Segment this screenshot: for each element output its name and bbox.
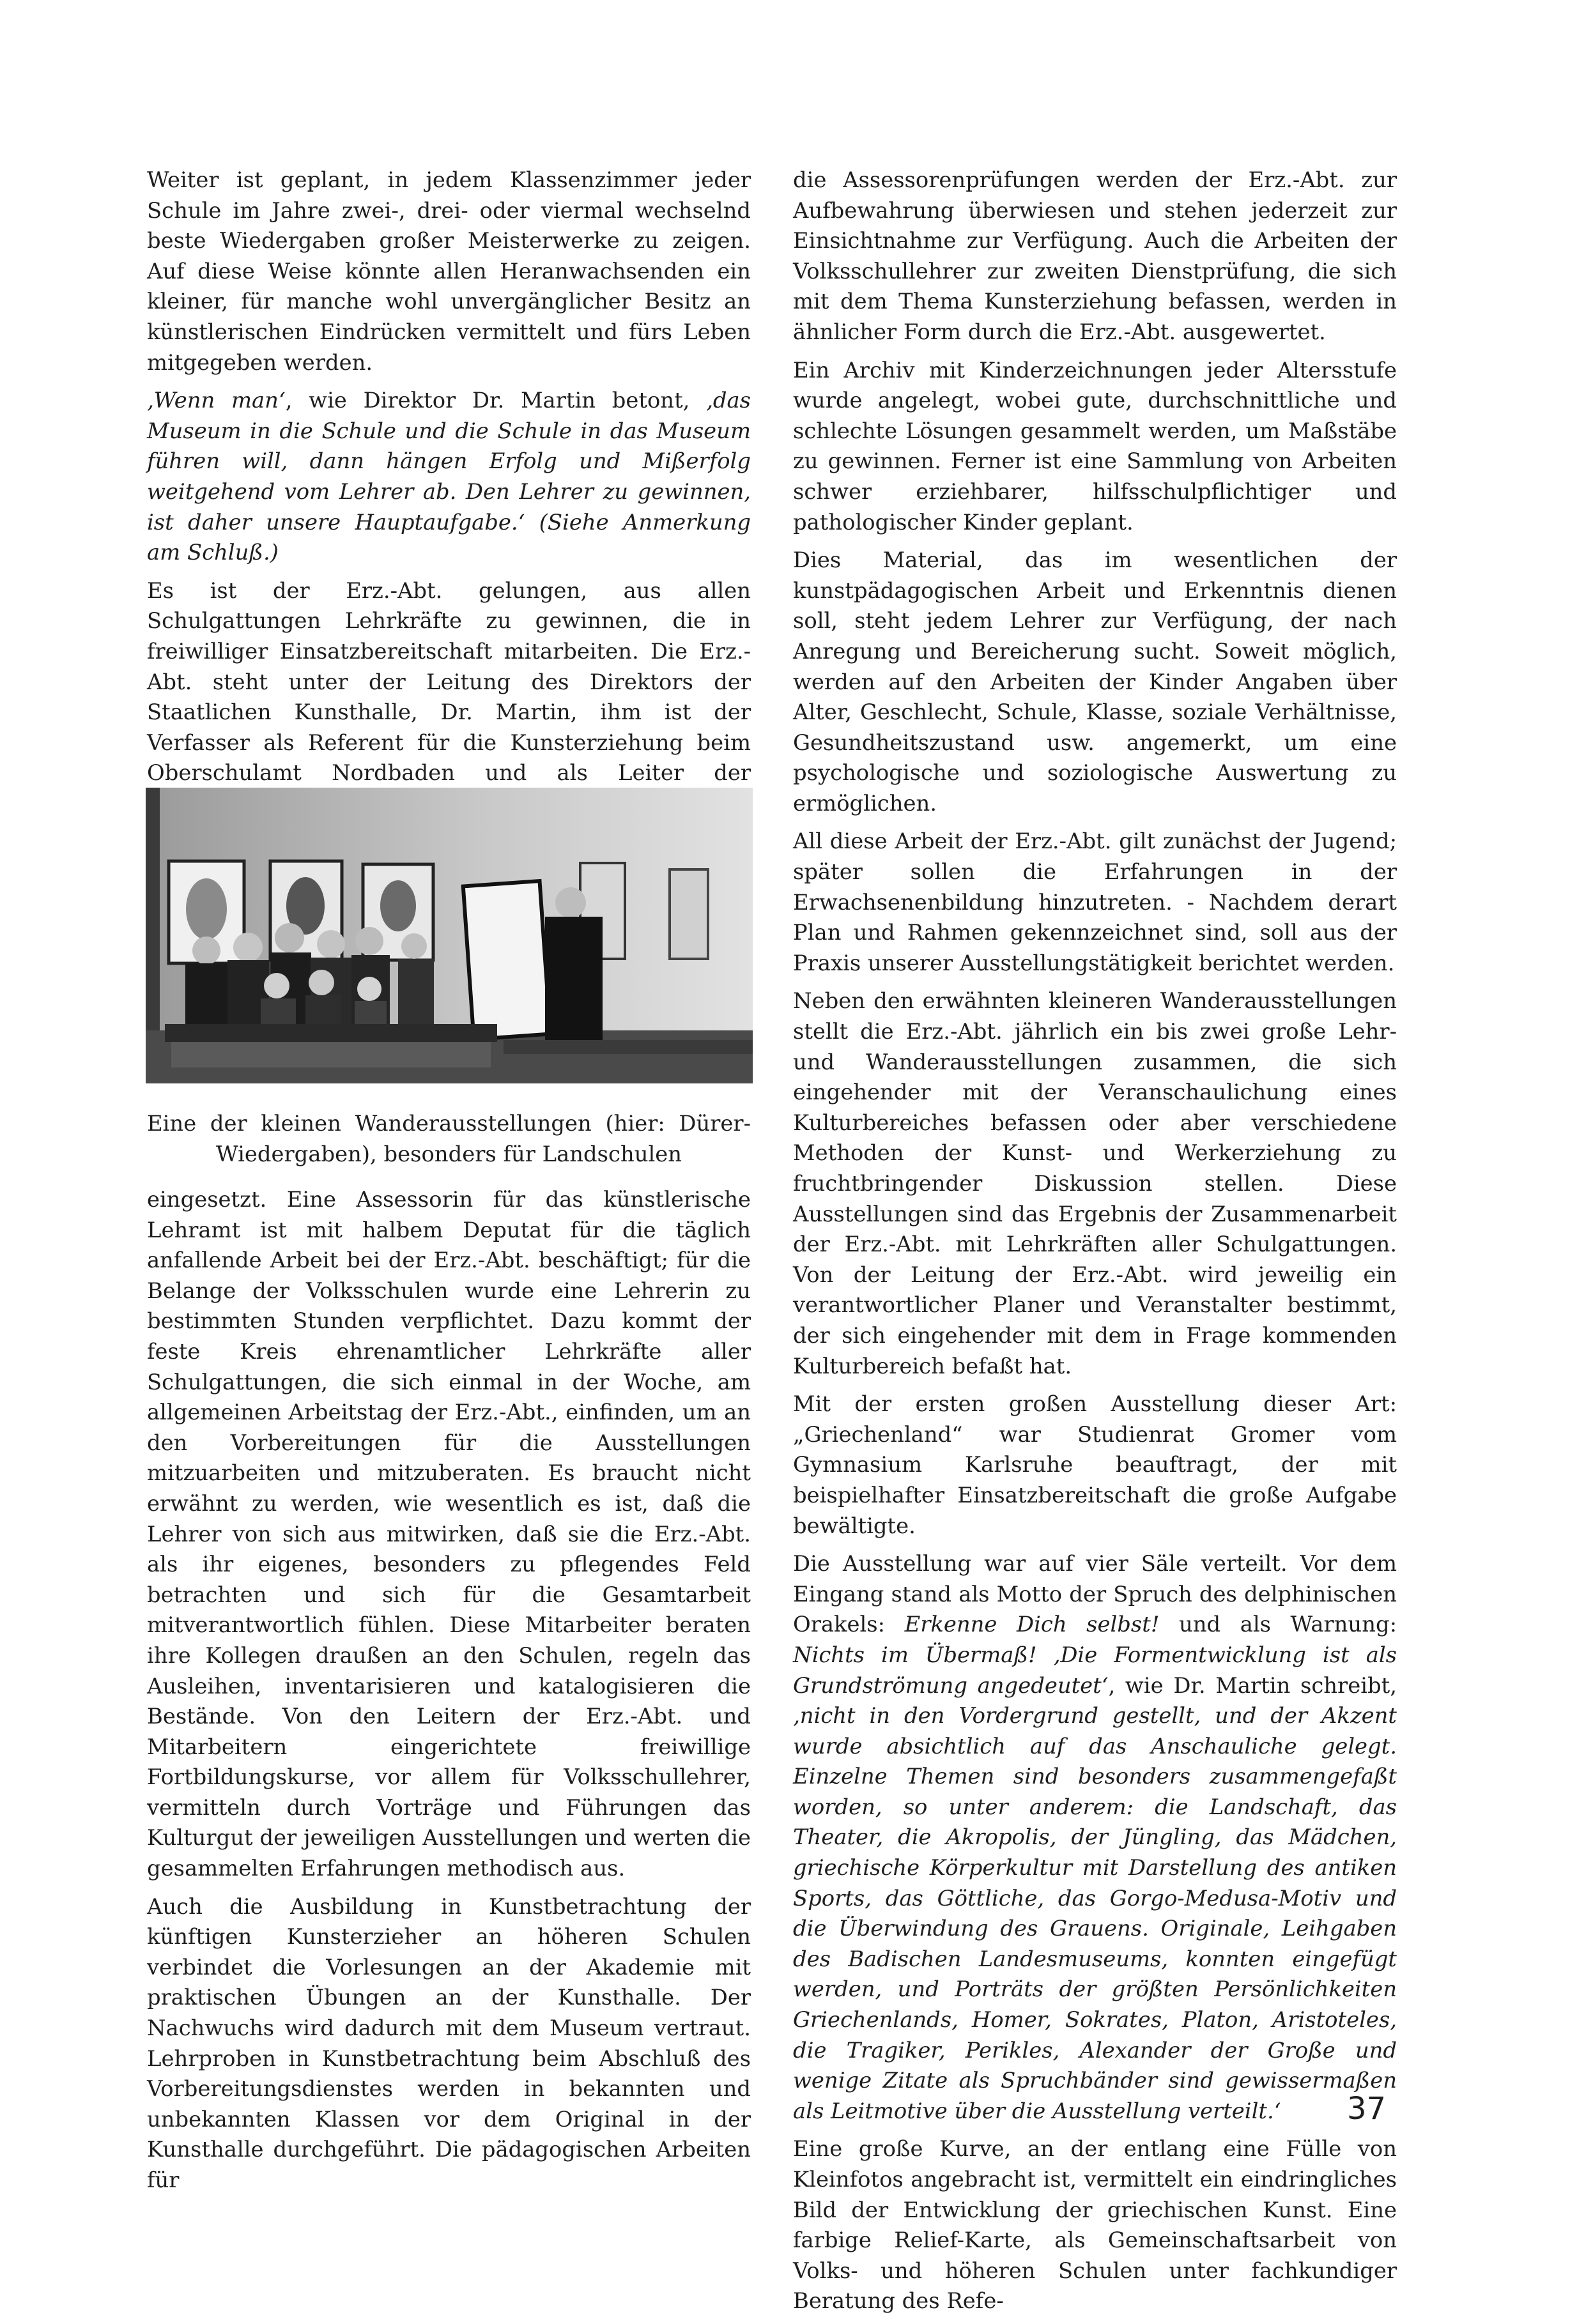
paragraph-material: Dies Material, das im wesentlichen der kunstpädagogischen Arbeit und Erkenntnis dienen soll, steht jedem Lehrer zur Verfügung, der nach Anregung und Bereicherung sucht. Soweit möglich, werden auf den Arbeiten der Kinder Angaben über Alter, Geschlecht, Schule, Klasse, soziale Verhältnisse, Gesundheitszustand usw. angemerkt, um eine psychologische und soziologische Auswertung zu ermöglichen. <box>793 547 1397 816</box>
paragraph-erz-abt: Es ist der Erz.-Abt. gelungen, aus allen Schulgattungen Lehrkräfte zu gewinnen, die in freiwilliger Einsatzbereitschaft mitarbeiten. Die Erz.-Abt. steht unter der Leitung des Direktors der Staatlichen Kunsthalle, Dr. Martin, ihm ist der Verfasser als Referent für die Kunsterziehung beim Oberschulamt Nordbaden und als Leiter der <box>147 577 751 786</box>
paragraph-griechenland: Mit der ersten großen Ausstellung dieser Art: „Griechenland“ war Studienrat Gromer vom Gymnasium Karlsruhe beauftragt, der mit beispielhafter Einsatzbereitschaft die große Aufgabe bewältigte. <box>793 1391 1397 1538</box>
inline-text: Die Ausstellung war auf vier Säle verteilt. Vor dem Eingang stand als Motto der Spruch des delphinischen Orakels: <box>793 1551 1397 1637</box>
caption-line-2: Wiedergaben), besonders für Landschulen <box>215 1141 682 1166</box>
paragraph-wanderausstellungen: Neben den erwähnten kleineren Wanderausstellungen stellt die Erz.-Abt. jährlich ein bis zwei große Lehr- und Wanderausstellungen zusammen, die sich eingehender mit der Veranschaulichung eines Kulturbereiches befassen oder aber verschiedene Methoden der Kunst- und Werkerziehung zu fruchtbringender Diskussion stellen. Diese Ausstellungen sind das Ergebnis der Zusammenarbeit der Erz.-Abt. mit Lehrkräften aller Schulgattungen. Von der Leitung der Erz.-Abt. wird jeweilig ein verantwortlicher Planer und Veranstalter bestimmt, der sich eingehender mit dem in Frage kommenden Kulturbereich befaßt hat. <box>793 988 1397 1379</box>
left-column-bottom <box>147 1184 751 2203</box>
inline-text: , wie Direktor Dr. Martin betont, <box>285 388 707 413</box>
paragraph-assessorin: eingesetzt. Eine Assessorin für das künstlerische Lehramt ist mit halbem Deputat für die täglich anfallende Arbeit bei der Erz.-Abt. beschäftigt; für die Belange der Volksschulen wurde eine Lehrerin zu bestimmten Stunden verpflichtet. Dazu kommt der feste Kreis ehrenamtlicher Lehrkräfte aller Schulgattungen, die sich einmal in der Woche, am allgemeinen Arbeitstag der Erz.-Abt., einfinden, um an den Vorbereitungen für die Ausstellungen mitzuarbeiten und mitzuberaten. Es braucht nicht erwähnt zu werden, wie wesentlich es ist, daß die Lehrer von sich aus mitwirken, daß sie die Erz.-Abt. als ihr eigenes, besonders zu pflegendes Feld betrachten und sich für die Gesamtarbeit mitverantwortlich fühlen. Diese Mitarbeiter beraten ihre Kollegen draußen an den Schulen, regeln das Ausleihen, inventarisieren und katalogisieren die Bestände. Von den Leitern der Erz.-Abt. und Mitarbeitern eingerichtete freiwillige Fortbildungskurse, vor allem für Volksschullehrer, vermitteln durch Vorträge und Führungen das Kulturgut der jeweiligen Ausstellungen und werten die gesammelten Erfahrungen methodisch aus. <box>147 1187 751 1881</box>
quote-text: ‚nicht in den Vordergrund gestellt, und der Akzent wurde absichtlich auf das Anschauliche gelegt. Einzelne Themen sind besonders zusammengefaßt worden, so unter anderem: die Landschaft, das Theater, die Akropolis, der Jüngling, das Mädchen, griechische Körperkultur mit Darstellung des antiken Sports, das Göttliche, das Gorgo-Medusa-Motiv und die Überwindung des Grauens. Originale, Leihgaben des Badischen Landesmuseums, konnten eingefügt werden, und Porträts der größten Persönlichkeiten Griechenlands, Homer, Sokrates, Platon, Aristoteles, die Tragiker, Perikles, Alexander der Große und wenige Zitate als Spruchbänder sind gewissermaßen als Leitmotive über die Ausstellung verteilt.‘ <box>793 1703 1397 2123</box>
page-number: 37 <box>1347 2091 1387 2127</box>
paragraph-ausstellung-saele <box>793 1548 1397 2126</box>
right-column <box>793 165 1397 2324</box>
inline-text: , wie Dr. Martin schreibt, <box>1108 1672 1397 1698</box>
paragraph-intro: Weiter ist geplant, in jedem Klassenzimmer jeder Schule im Jahre zwei-, drei- oder viermal wechselnd beste Wiedergaben großer Meisterwerke zu zeigen. Auf diese Weise könnte allen Heranwachsenden ein kleiner, für manche wohl unvergänglicher Besitz an künstlerischen Eindrücken vermittelt und fürs Leben mitgegeben werden. <box>147 167 751 375</box>
quote-text: ‚das Museum in die Schule und die Schule in das Museum führen will, dann hängen Erfolg und Mißerfolg weitgehend vom Lehrer ab. Den Lehrer zu gewinnen, ist daher unsere Hauptaufgabe.‘ (Siehe Anmerkung am Schluß.) <box>147 388 751 565</box>
paragraph-jugend: All diese Arbeit der Erz.-Abt. gilt zunächst der Jugend; später sollen die Erfahrungen in der Erwachsenenbildung hinzutreten. - Nachdem derart Plan und Rahmen gekennzeichnet sind, soll aus der Praxis unserer Ausstellungstätigkeit berichtet werden. <box>793 829 1397 975</box>
paragraph-assessorenpruefungen: die Assessorenprüfungen werden der Erz.-Abt. zur Aufbewahrung überwiesen und stehen jederzeit zur Einsichtnahme zur Verfügung. Auch die Arbeiten der Volksschullehrer zur zweiten Dienstprüfung, die sich mit dem Thema Kunsterziehung befassen, werden in ähnlicher Form durch die Erz.-Abt. ausgewertet. <box>793 167 1397 344</box>
exhibition-photo <box>146 788 753 1083</box>
quote-text: ‚Wenn man‘ <box>147 388 286 413</box>
exhibition-photo-image <box>146 788 753 1083</box>
paragraph-kurve: Eine große Kurve, an der entlang eine Fülle von Kleinfotos angebracht ist, vermittelt ein eindringliches Bild der Entwicklung der griechischen Kunst. Eine farbige Relief-Karte, als Gemeinschaftsarbeit von Volks- und höheren Schulen unter fachkundiger Beratung des Refe- <box>793 2136 1397 2314</box>
quote-text: Nichts im Übermaß! ‚Die Formentwicklung ist als Grundströmung angedeutet‘ <box>793 1642 1397 1698</box>
quote-text: Erkenne Dich selbst! <box>904 1612 1160 1637</box>
paragraph-ausbildung: Auch die Ausbildung in Kunstbetrachtung der künftigen Kunsterzieher an höheren Schulen verbindet die Vorlesungen an der Akademie mit praktischen Übungen an der Kunsthalle. Der Nachwuchs wird dadurch mit dem Museum vertraut. Lehrproben in Kunstbetrachtung beim Abschluß des Vorbereitungsdienstes werden in bekannten und unbekannten Klassen vor dem Original in der Kunsthalle durchgeführt. Die pädagogischen Arbeiten für <box>147 1893 751 2192</box>
paragraph-quote-martin <box>147 385 751 568</box>
paragraph-archiv: Ein Archiv mit Kinderzeichnungen jeder Altersstufe wurde angelegt, wobei gute, durchschnittliche und schlechte Lösungen gesammelt werden, um Maßstäbe zu gewinnen. Ferner ist eine Sammlung von Arbeiten schwer erziehbarer, hilfsschulpflichtiger und pathologischer Kinder geplant. <box>793 357 1397 535</box>
figure-caption <box>147 1108 751 1169</box>
inline-text: und als Warnung: <box>1159 1612 1397 1637</box>
caption-line-1: Eine der kleinen Wanderausstellungen (hier: Dürer- <box>147 1111 751 1136</box>
